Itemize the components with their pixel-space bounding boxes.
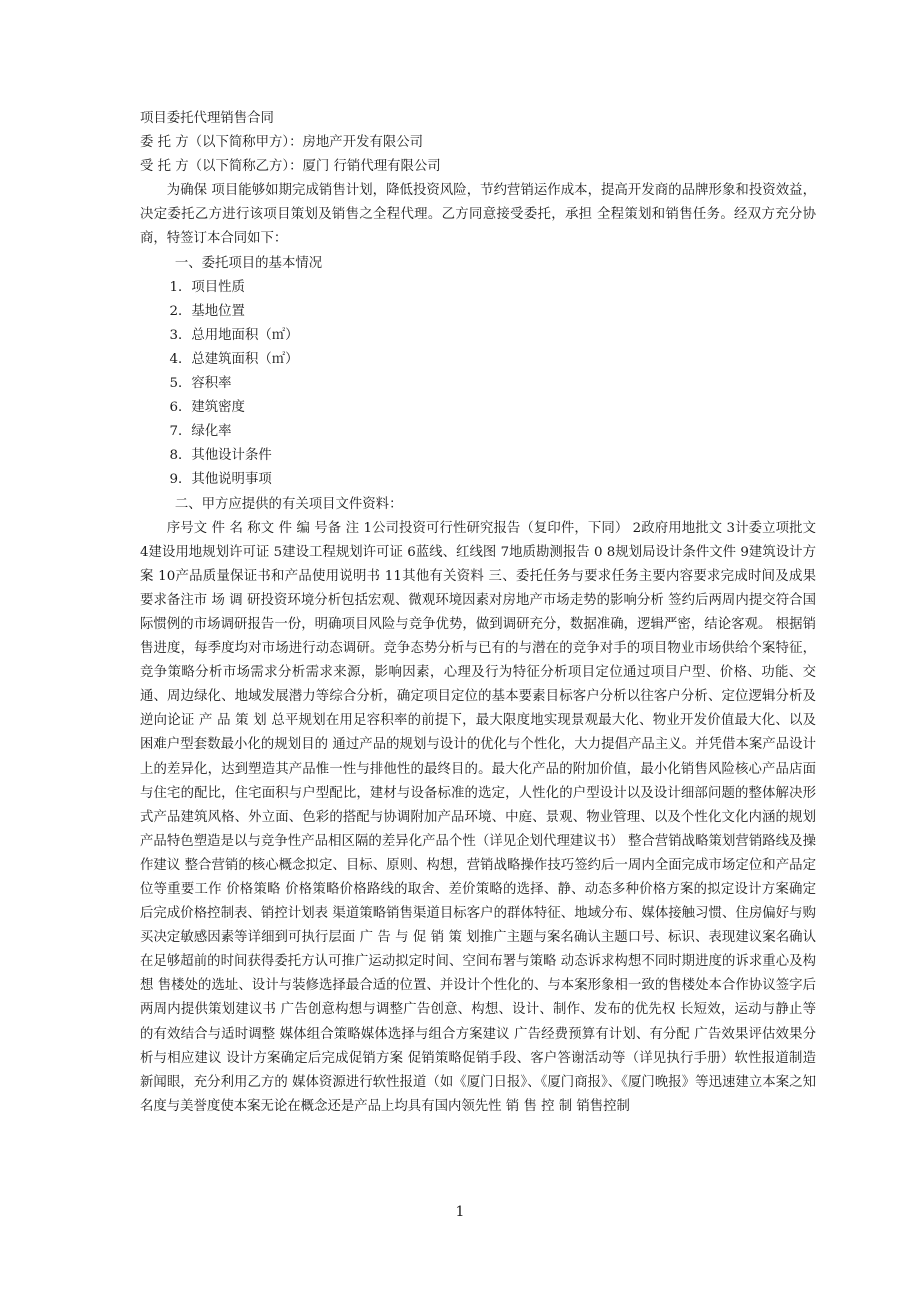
section1-item: 9．其他说明事项 (169, 472, 272, 488)
section1-item: 1．项目性质 (169, 279, 245, 295)
section1-item: 4．总建筑面积（㎡） (169, 351, 299, 367)
page-number: 1 (455, 1204, 465, 1220)
document-title: 项目委托代理销售合同 (140, 111, 274, 126)
section1-item: 7．绿化率 (169, 424, 232, 440)
section1-heading: 一、委托项目的基本情况 (174, 255, 323, 271)
body-paragraph: 序号文 件 名 称文 件 编 号备 注 1公司投资可行性研究报告（复印件，下同） 2政府用地批文 3计委立项批文 4建设用地规划许可证 5建设工程规划许可证 6蓝线、红线图 7地质勘测报告 0 8规划局设计条件文件 9建筑设计方案 10产品质量保证书和产品使用说明书 11其他有关资料 三、委托任务与要求任务主要内容要求完成时间及成果要求备注市 场 调 研投资环境分析包括宏观、微观环境因素对房地产市场走势的影响分析 签约后两周内提交符合国际惯例的市场调研报告一份，明确项目风险与竞争优势，做到调研充分，数据准确，逻辑严密，结论客观。 根据销售进度，每季度均对市场进行动态调研。竞争态势分析与已有的与潜在的竞争对手的项目物业市场供给个案特征，竞争策略分析市场需求分析需求来源，影响因素，心理及行为特征分析项目定位通过项目户型、价格、功能、交通、周边绿化、地域发展潜力等综合分析，确定项目定位的基本要素目标客户分析以往客户分析、定位逻辑分析及逆向论证 产 品 策 划 总平规划在用足容积率的前提下，最大限度地实现景观最大化、物业开发价值最大化、以及困难户型套数最小化的规划目的 通过产品的规划与设计的优化与个性化，大力提倡产品主义。并凭借本案产品设计上的差异化，达到塑造其产品惟一性与排他性的最终目的。最大化产品的附加价值，最小化销售风险核心产品店面与住宅的配比，住宅面积与户型配比，建材与设备标准的选定，人性化的户型设计以及设计细部问题的整体解决形式产品建筑风格、外立面、色彩的搭配与协调附加产品环境、中庭、景观、物业管理、以及个性化文化内涵的规划产品特色塑造是以与竞争性产品相区隔的差异化产品个性（详见企划代理建议书） 整合营销战略策划营销路线及操作建议 整合营销的核心概念拟定、目标、原则、构想，营销战略操作技巧签约后一周内全面完成市场定位和产品定位等重要工作 价格策略 价格策略价格路线的取舍、差价策略的选择、静、动态多种价格方案的拟定设计方案确定后完成价格控制表、销控计划表 渠道策略销售渠道目标客户的群体特征、地域分布、媒体接触习惯、住房偏好与购买决定敏感因素等详细到可执行层面 广 告 与 促 销 策 划推广主题与案名确认主题口号、标识、表现建议案名确认在足够超前的时间获得委托方认可推广运动拟定时间、空间布署与策略 动态诉求构想不同时期进度的诉求重心及构想 售楼处的选址、设计与装修选择最合适的位置、并设计个性化的、与本案形象相一致的售楼处本合作协议签字后两周内提供策划建议书 广告创意构想与调整广告创意、构想、设计、制作、发布的优先权 长短效，运动与静止等的有效结合与适时调整 媒体组合策略媒体选择与组合方案建议 广告经费预算有计划、有分配 广告效果评估效果分析与相应建议 设计方案确定后完成促销方案 促销策略促销手段、客户答谢活动等（详见执行手册）软性报道制造新闻眼，充分利用乙方的 媒体资源进行软性报道（如《厦门日报》、《厦门商报》、《厦门晚报》等迅速建立本案之知名度与美誉度使本案无论在概念还是产品上均具有国内领先性 销 售 控 制 销售控制 (140, 520, 816, 1114)
section1-item: 6．建筑密度 (169, 400, 245, 416)
section2-heading: 二、甲方应提供的有关项目文件资料： (174, 496, 403, 512)
intro-paragraph: 为确保 项目能够如期完成销售计划，降低投资风险，节约营销运作成本，提高开发商的品牌形象和投资效益，决定委托乙方进行该项目策划及销售之全程代理。乙方同意接受委托，承担 全程策划和销售任务。经双方充分协商，特签订本合同如下： (140, 183, 816, 247)
party-b-line: 受 托 方（以下简称乙方）：厦门 行销代理有限公司 (140, 159, 441, 175)
section1-item: 8．其他设计条件 (169, 448, 272, 464)
section1-item: 2．基地位置 (169, 303, 245, 319)
party-a-line: 委 托 方（以下简称甲方）：房地产开发有限公司 (140, 135, 424, 151)
document-body (140, 107, 816, 1119)
section1-item: 3．总用地面积（㎡） (169, 327, 299, 343)
section1-item: 5．容积率 (169, 376, 232, 392)
